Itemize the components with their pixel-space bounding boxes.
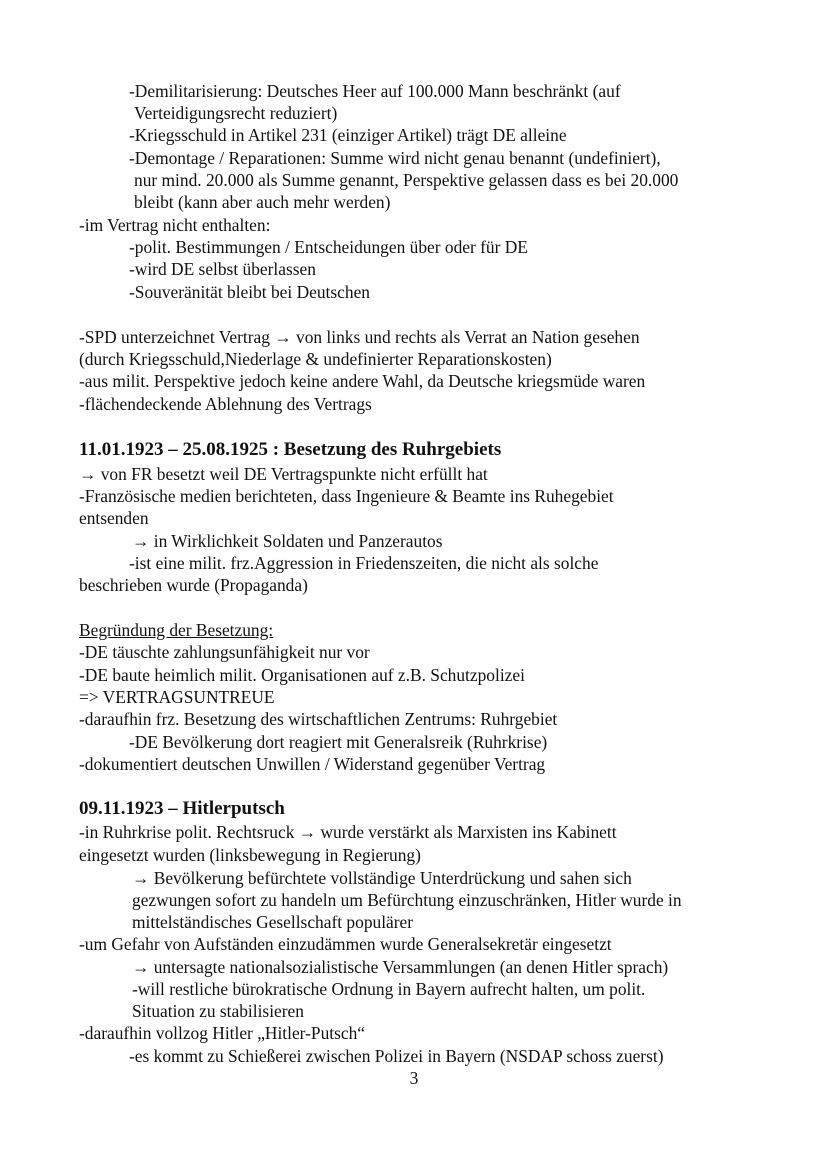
text-line: Situation zu stabilisieren [132, 1001, 304, 1021]
text-line: -Souveränität bleibt bei Deutschen [129, 282, 370, 302]
text-line: gezwungen sofort zu handeln um Befürchtung einzuschränken, Hitler wurde in [132, 890, 682, 910]
text-line: bleibt (kann aber auch mehr werden) [134, 192, 391, 212]
text-line: → von FR besetzt weil DE Vertragspunkte nicht erfüllt hat [79, 464, 488, 484]
text-line: -im Vertrag nicht enthalten: [79, 215, 271, 235]
text-line: -wird DE selbst überlassen [129, 259, 316, 279]
text-line: → untersagte nationalsozialistische Versammlungen (an denen Hitler sprach) [132, 957, 669, 977]
text-line: → Bevölkerung befürchtete vollständige Unterdrückung und sahen sich [132, 868, 632, 888]
text-line: -in Ruhrkrise polit. Rechtsruck → wurde verstärkt als Marxisten ins Kabinett [79, 822, 617, 842]
text-line: eingesetzt wurden (linksbewegung in Regierung) [79, 845, 421, 865]
text-line: -es kommt zu Schießerei zwischen Polizei in Bayern (NSDAP schoss zuerst) [129, 1046, 664, 1066]
text-line: -dokumentiert deutschen Unwillen / Widerstand gegenüber Vertrag [79, 754, 546, 774]
text-line: -polit. Bestimmungen / Entscheidungen über oder für DE [129, 237, 528, 257]
text-line: -DE baute heimlich milit. Organisationen auf z.B. Schutzpolizei [79, 665, 525, 685]
subheading: Begründung der Besetzung: [79, 620, 274, 640]
text-line: -will restliche bürokratische Ordnung in Bayern aufrecht halten, um polit. [132, 979, 646, 999]
text-line: -ist eine milit. frz.Aggression in Friedenszeiten, die nicht als solche [129, 553, 599, 573]
text-line: -um Gefahr von Aufständen einzudämmen wurde Generalsekretär eingesetzt [79, 934, 612, 954]
text-line: nur mind. 20.000 als Summe genannt, Perspektive gelassen dass es bei 20.000 [134, 170, 679, 190]
text-line: -SPD unterzeichnet Vertrag → von links und rechts als Verrat an Nation gesehen [79, 327, 640, 347]
text-line: => VERTRAGSUNTREUE [79, 687, 275, 707]
text-line: entsenden [79, 508, 149, 528]
text-line: -daraufhin frz. Besetzung des wirtschaftlichen Zentrums: Ruhrgebiet [79, 709, 558, 729]
page-number: 3 [409, 1068, 419, 1088]
text-line: Verteidigungsrecht reduziert) [134, 103, 338, 123]
text-line: mittelständisches Gesellschaft populärer [132, 912, 414, 932]
text-line: beschrieben wurde (Propaganda) [79, 575, 308, 595]
text-line: -Demilitarisierung: Deutsches Heer auf 100.000 Mann beschränkt (auf [129, 81, 621, 101]
text-line: -DE Bevölkerung dort reagiert mit Generalsreik (Ruhrkrise) [129, 732, 548, 752]
text-line: -flächendeckende Ablehnung des Vertrags [79, 394, 372, 414]
section-heading: 09.11.1923 – Hitlerputsch [79, 798, 285, 819]
text-line: -DE täuschte zahlungsunfähigkeit nur vor [79, 642, 370, 662]
text-line: -aus milit. Perspektive jedoch keine andere Wahl, da Deutsche kriegsmüde waren [79, 371, 646, 391]
text-line: -daraufhin vollzog Hitler „Hitler-Putsch“ [79, 1023, 366, 1043]
section-heading: 11.01.1923 – 25.08.1925 : Besetzung des Ruhrgebiets [79, 439, 502, 460]
text-line: -Französische medien berichteten, dass Ingenieure & Beamte ins Ruhegebiet [79, 486, 614, 506]
text-line: -Demontage / Reparationen: Summe wird nicht genau benannt (undefiniert), [129, 148, 661, 168]
text-line: → in Wirklichkeit Soldaten und Panzerautos [132, 531, 443, 551]
text-line: (durch Kriegsschuld,Niederlage & undefinierter Reparationskosten) [79, 349, 552, 369]
text-line: -Kriegsschuld in Artikel 231 (einziger Artikel) trägt DE alleine [129, 125, 567, 145]
